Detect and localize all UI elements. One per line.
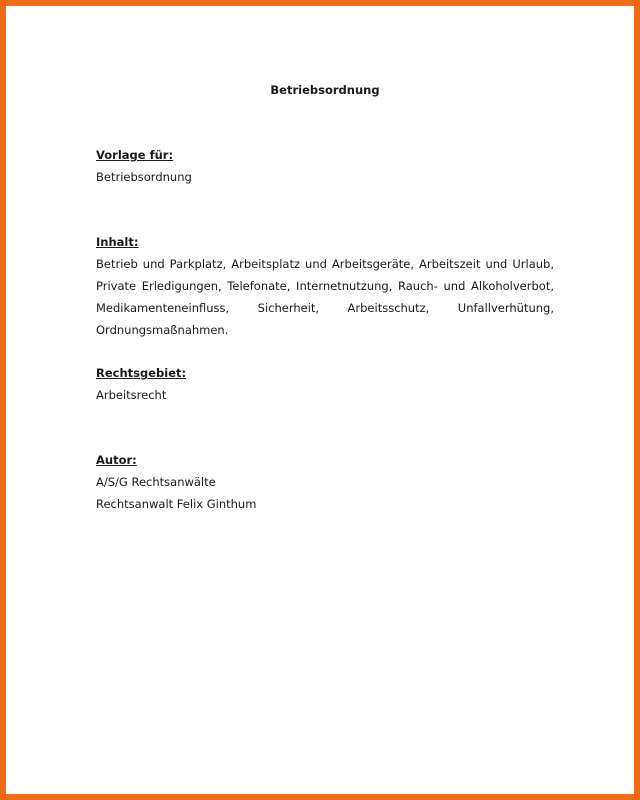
- section-inhalt: [96, 231, 554, 341]
- section-rechtsgebiet: [96, 362, 554, 406]
- section-autor: [96, 449, 554, 515]
- section-heading-autor: Autor:: [96, 453, 137, 467]
- vorlage-value: Betriebsordnung: [96, 170, 192, 184]
- section-heading-vorlage: Vorlage für:: [96, 148, 174, 162]
- autor-name: Rechtsanwalt Felix Ginthum: [96, 497, 257, 511]
- document-title: Betriebsordnung: [270, 83, 380, 97]
- section-heading-rechtsgebiet: Rechtsgebiet:: [96, 366, 187, 380]
- autor-firm: A/S/G Rechtsanwälte: [96, 475, 216, 489]
- rechtsgebiet-value: Arbeitsrecht: [96, 388, 167, 402]
- inhalt-paragraph: Betrieb und Parkplatz, Arbeitsplatz und Arbeitsgeräte, Arbeitszeit und Urlaub, Private Erledigungen, Telefonate, Internetnutzung, Rauch- und Alkoholverbot, Medikamenteneinfluss, Sicherheit, Arbeitsschutz, Unfallverhütung, Ordnungsmaßnahmen.: [96, 257, 554, 337]
- section-vorlage: [96, 144, 554, 188]
- section-heading-inhalt: Inhalt:: [96, 235, 139, 249]
